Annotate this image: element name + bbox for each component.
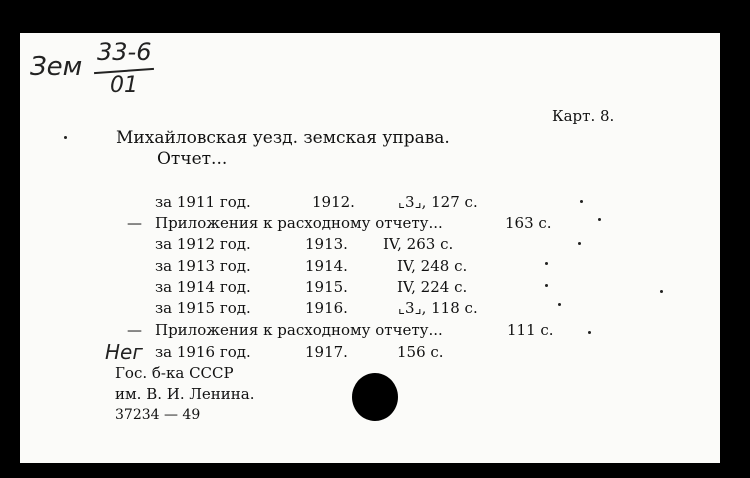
speck bbox=[64, 136, 67, 139]
row-pages: IV, 224 с. bbox=[397, 278, 468, 296]
speck bbox=[588, 331, 591, 334]
handwritten-numerator: 33-6 bbox=[97, 38, 152, 66]
row-year: 1912. bbox=[312, 193, 355, 211]
row-period: за 1913 год. bbox=[155, 257, 251, 275]
speck bbox=[578, 242, 581, 245]
handwritten-neg: Нег bbox=[105, 340, 143, 364]
row-year: 1915. bbox=[305, 278, 348, 296]
row-pages: 156 с. bbox=[397, 343, 444, 361]
punch-hole bbox=[352, 373, 398, 421]
library-line-3: 37234 — 49 bbox=[115, 407, 201, 423]
row-pages: IV, 263 с. bbox=[383, 235, 454, 253]
row-period: за 1916 год. bbox=[155, 343, 251, 361]
row-year: 1914. bbox=[305, 257, 348, 275]
handwritten-denominator: 01 bbox=[110, 73, 138, 98]
row-pages: ⌞3⌟, 118 с. bbox=[398, 299, 478, 317]
row-period: за 1915 год. bbox=[155, 299, 251, 317]
row-period: за 1912 год. bbox=[155, 235, 251, 253]
row-lead: — bbox=[127, 214, 142, 232]
speck bbox=[580, 200, 583, 203]
speck bbox=[598, 218, 601, 221]
row-pages: IV, 248 с. bbox=[397, 257, 468, 275]
row-period: за 1914 год. bbox=[155, 278, 251, 296]
row-period: Приложения к расходному отчету... bbox=[155, 214, 443, 232]
library-line-1: Гос. б-ка СССР bbox=[115, 364, 234, 382]
speck bbox=[558, 303, 561, 306]
row-period: за 1911 год. bbox=[155, 193, 251, 211]
speck bbox=[545, 262, 548, 265]
card-title: Михайловская уезд. земская управа. bbox=[116, 128, 450, 148]
row-pages: 163 с. bbox=[505, 214, 552, 232]
card-subtitle: Отчет... bbox=[157, 149, 228, 169]
row-year: 1917. bbox=[305, 343, 348, 361]
row-year: 1916. bbox=[305, 299, 348, 317]
row-pages: 111 с. bbox=[507, 321, 554, 339]
row-lead: — bbox=[127, 321, 142, 339]
row-pages: ⌞3⌟, 127 с. bbox=[398, 193, 478, 211]
speck bbox=[660, 290, 663, 293]
row-period: Приложения к расходному отчету... bbox=[155, 321, 443, 339]
card-number: Карт. 8. bbox=[552, 107, 615, 125]
library-line-2: им. В. И. Ленина. bbox=[115, 385, 255, 403]
handwritten-prefix: Зем bbox=[30, 52, 83, 82]
row-year: 1913. bbox=[305, 235, 348, 253]
speck bbox=[545, 284, 548, 287]
